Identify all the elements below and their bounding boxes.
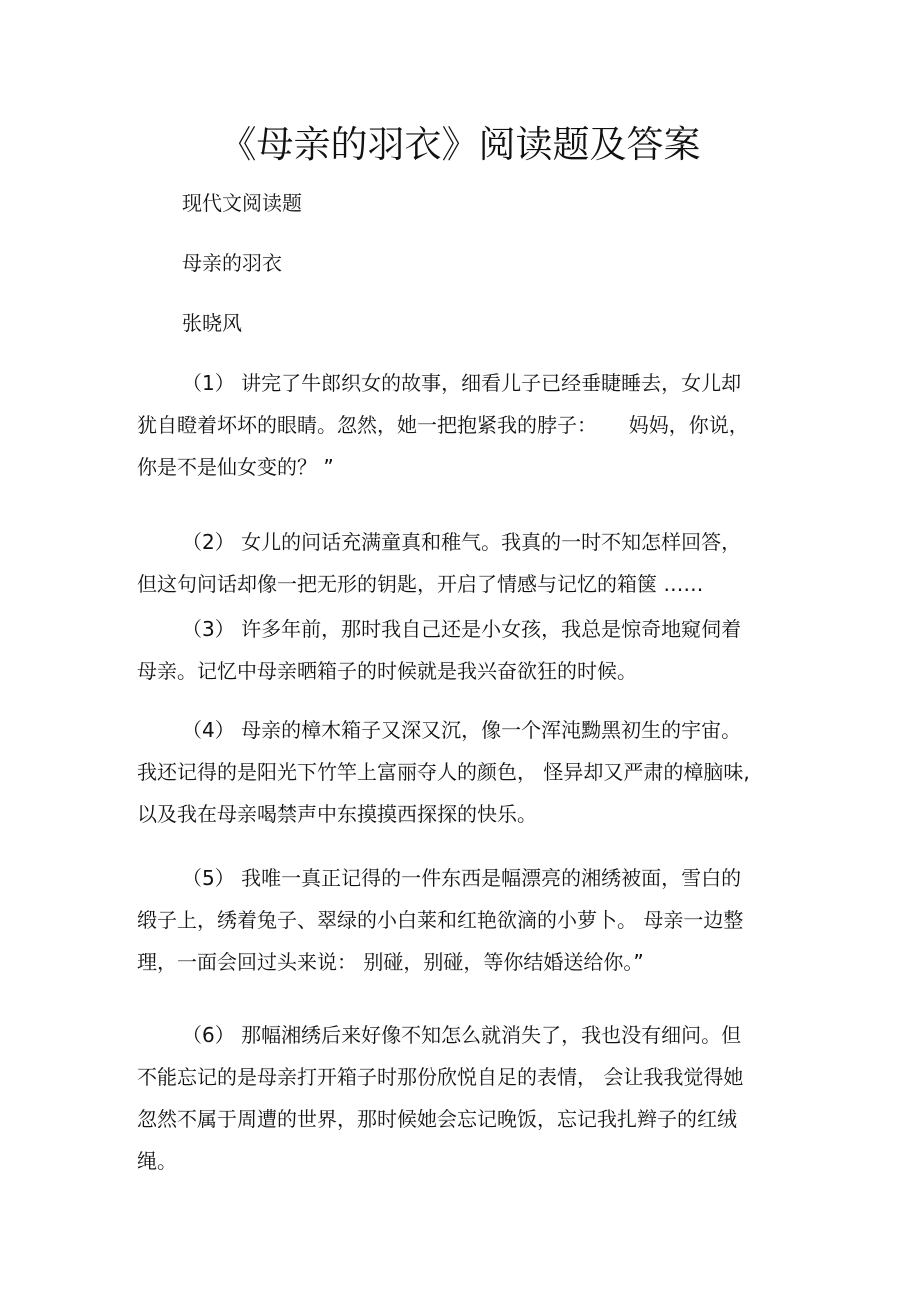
paragraph-line: 理，一面会回过头来说： 别碰，别碰，等你结婚送给你。” <box>137 950 644 974</box>
paragraph-line: 你是不是仙女变的？ ” <box>137 455 334 479</box>
paragraph-line: 但这句问话却像一把无形的钥匙，开启了情感与记忆的箱箧 …… <box>137 572 704 596</box>
paragraph-line: 母亲。记忆中母亲晒箱子的时候就是我兴奋欲狂的时候。 <box>137 659 637 683</box>
article-title: 母亲的羽衣 <box>182 251 282 275</box>
paragraph-line: （4） 母亲的樟木箱子又深又沉，像一个浑沌黝黑初生的宇宙。 <box>182 718 742 742</box>
paragraph-line: （5） 我唯一真正记得的一件东西是幅漂亮的湘绣被面，雪白的 <box>182 866 742 890</box>
section-label: 现代文阅读题 <box>182 191 302 215</box>
paragraph-line: 不能忘记的是母亲打开箱子时那份欣悦自足的表情， 会让我我觉得她 <box>137 1065 744 1089</box>
paragraph-line: 犹自瞪着坏坏的眼睛。忽然，她一把抱紧我的脖子： 妈妈，你说， <box>137 413 749 437</box>
paragraph-line: 忽然不属于周遭的世界，那时候她会忘记晚饭，忘记我扎辫子的红绒 <box>137 1107 737 1131</box>
paragraph-line: （3） 许多年前，那时我自己还是小女孩，我总是惊奇地窥伺着 <box>182 617 742 641</box>
paragraph-line: （6） 那幅湘绣后来好像不知怎么就消失了，我也没有细问。但 <box>182 1023 742 1047</box>
paragraph-line: 缎子上，绣着兔子、翠绿的小白莱和红艳欲滴的小萝卜。 母亲一边整 <box>137 908 744 932</box>
paragraph-line: 绳。 <box>137 1149 177 1173</box>
document-title: 《母亲的羽衣》阅读题及答案 <box>219 123 701 166</box>
paragraph-line: 以及我在母亲喝禁声中东摸摸西探探的快乐。 <box>137 802 537 826</box>
article-author: 张晓风 <box>182 311 242 335</box>
paragraph-line: （1） 讲完了牛郎织女的故事，细看儿子已经垂睫睡去，女儿却 <box>182 371 742 395</box>
paragraph-line: （2） 女儿的问话充满童真和稚气。我真的一时不知怎样回答， <box>182 530 742 554</box>
paragraph-line: 我还记得的是阳光下竹竿上富丽夺人的颜色， 怪异却又严肃的樟脑味, <box>137 760 750 784</box>
